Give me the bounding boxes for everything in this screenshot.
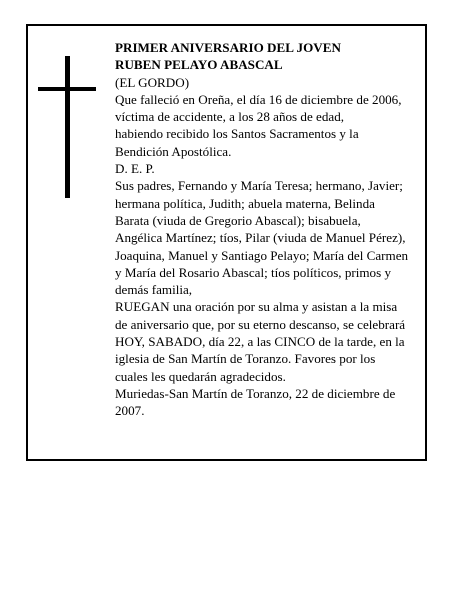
heading-line-2: RUBEN PELAYO ABASCAL — [115, 57, 283, 73]
family-line: hermana política, Judith; abuela materna, Belinda — [115, 195, 375, 211]
request-line: iglesia de San Martín de Toranzo. Favores por los — [115, 351, 376, 367]
notice-text — [115, 39, 421, 420]
family-line: Angélica Martínez; tíos, Pilar (viuda de Manuel Pérez), — [115, 230, 406, 246]
death-line: Bendición Apostólica. — [115, 143, 232, 159]
death-line: habiendo recibido los Santos Sacramentos y la — [115, 126, 359, 142]
place-date-line: 2007. — [115, 403, 145, 419]
family-line: demás familia, — [115, 282, 193, 298]
family-line: Joaquina, Manuel y Santiago Pelayo; María del Carmen — [115, 247, 409, 263]
heading-line-1: PRIMER ANIVERSARIO DEL JOVEN — [115, 40, 341, 55]
request-line: RUEGAN una oración por su alma y asistan a la misa — [115, 299, 398, 315]
cross-horizontal-bar — [38, 87, 96, 91]
request-line: cuales les quedarán agradecidos. — [115, 368, 286, 384]
place-date-line: Muriedas-San Martín de Toranzo, 22 de diciembre de — [115, 385, 396, 401]
request-line: HOY, SABADO, día 22, a las CINCO de la tarde, en la — [115, 334, 405, 350]
family-line: Barata (viuda de Gregorio Abascal); bisabuela, — [115, 212, 361, 228]
family-line: y María del Rosario Abascal; tíos políticos, primos y — [115, 264, 392, 280]
cross-icon — [38, 56, 96, 198]
rip-line: D. E. P. — [115, 161, 155, 177]
nickname: (EL GORDO) — [115, 74, 190, 90]
family-line: Sus padres, Fernando y María Teresa; hermano, Javier; — [115, 178, 403, 194]
death-line: Que falleció en Oreña, el día 16 de diciembre de 2006, — [115, 91, 402, 107]
death-line: víctima de accidente, a los 28 años de edad, — [115, 109, 345, 125]
request-line: de aniversario que, por su eterno descanso, se celebrará — [115, 316, 406, 332]
cross-vertical-bar — [65, 56, 70, 198]
obituary-notice — [26, 24, 427, 461]
